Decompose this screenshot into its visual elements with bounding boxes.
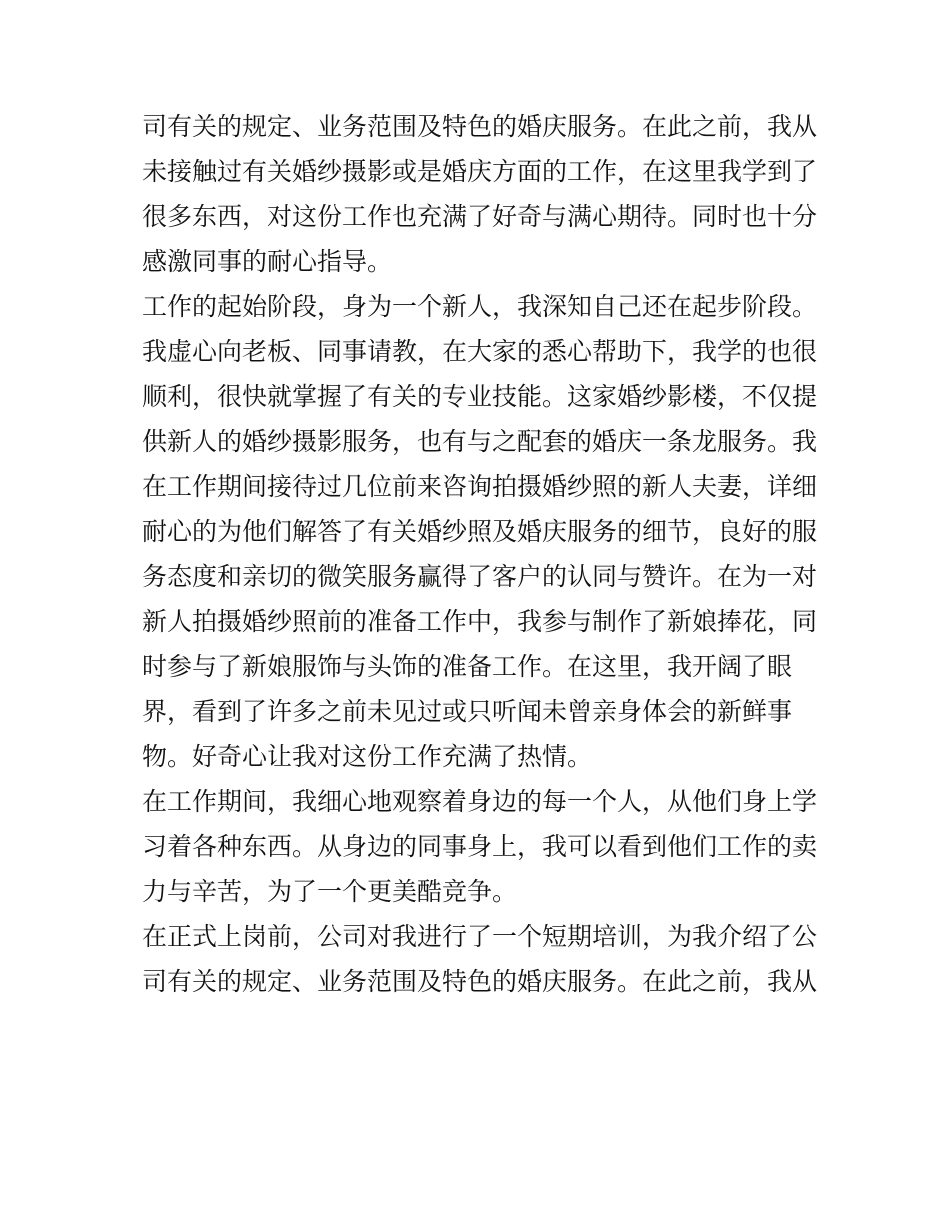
text-line: 物。好奇心让我对这份工作充满了热情。 xyxy=(142,742,593,771)
text-line: 习着各种东西。从身边的同事身上，我可以看到他们工作的卖 xyxy=(142,832,818,861)
text-line: 在工作期间，我细心地观察着身边的每一个人，从他们身上学 xyxy=(142,787,818,816)
text-line: 在工作期间接待过几位前来咨询拍摄婚纱照的新人夫妻，详细 xyxy=(142,472,818,501)
text-line: 司有关的规定、业务范围及特色的婚庆服务。在此之前，我从 xyxy=(142,967,818,996)
text-line: 耐心的为他们解答了有关婚纱照及婚庆服务的细节，良好的服 xyxy=(142,517,818,546)
text-line: 在正式上岗前，公司对我进行了一个短期培训，为我介绍了公 xyxy=(142,922,818,951)
text-line: 顺利，很快就掌握了有关的专业技能。这家婚纱影楼，不仅提 xyxy=(142,382,818,411)
text-line: 新人拍摄婚纱照前的准备工作中，我参与制作了新娘捧花，同 xyxy=(142,607,818,636)
text-line: 我虚心向老板、同事请教，在大家的悉心帮助下，我学的也很 xyxy=(142,337,818,366)
text-line: 力与辛苦，为了一个更美酷竞争。 xyxy=(142,877,518,906)
text-line: 界，看到了许多之前未见过或只听闻未曾亲身体会的新鲜事 xyxy=(142,697,793,726)
text-line: 务态度和亲切的微笑服务赢得了客户的认同与赞许。在为一对 xyxy=(142,562,818,591)
body-text xyxy=(142,104,822,1004)
text-line: 很多东西，对这份工作也充满了好奇与满心期待。同时也十分 xyxy=(142,202,818,231)
text-line: 供新人的婚纱摄影服务，也有与之配套的婚庆一条龙服务。我 xyxy=(142,427,818,456)
text-line: 感激同事的耐心指导。 xyxy=(142,247,393,276)
text-line: 时参与了新娘服饰与头饰的准备工作。在这里，我开阔了眼 xyxy=(142,652,793,681)
text-line: 工作的起始阶段，身为一个新人，我深知自己还在起步阶段。 xyxy=(142,292,818,321)
text-line: 司有关的规定、业务范围及特色的婚庆服务。在此之前，我从 xyxy=(142,112,818,141)
text-line: 未接触过有关婚纱摄影或是婚庆方面的工作，在这里我学到了 xyxy=(142,157,818,186)
